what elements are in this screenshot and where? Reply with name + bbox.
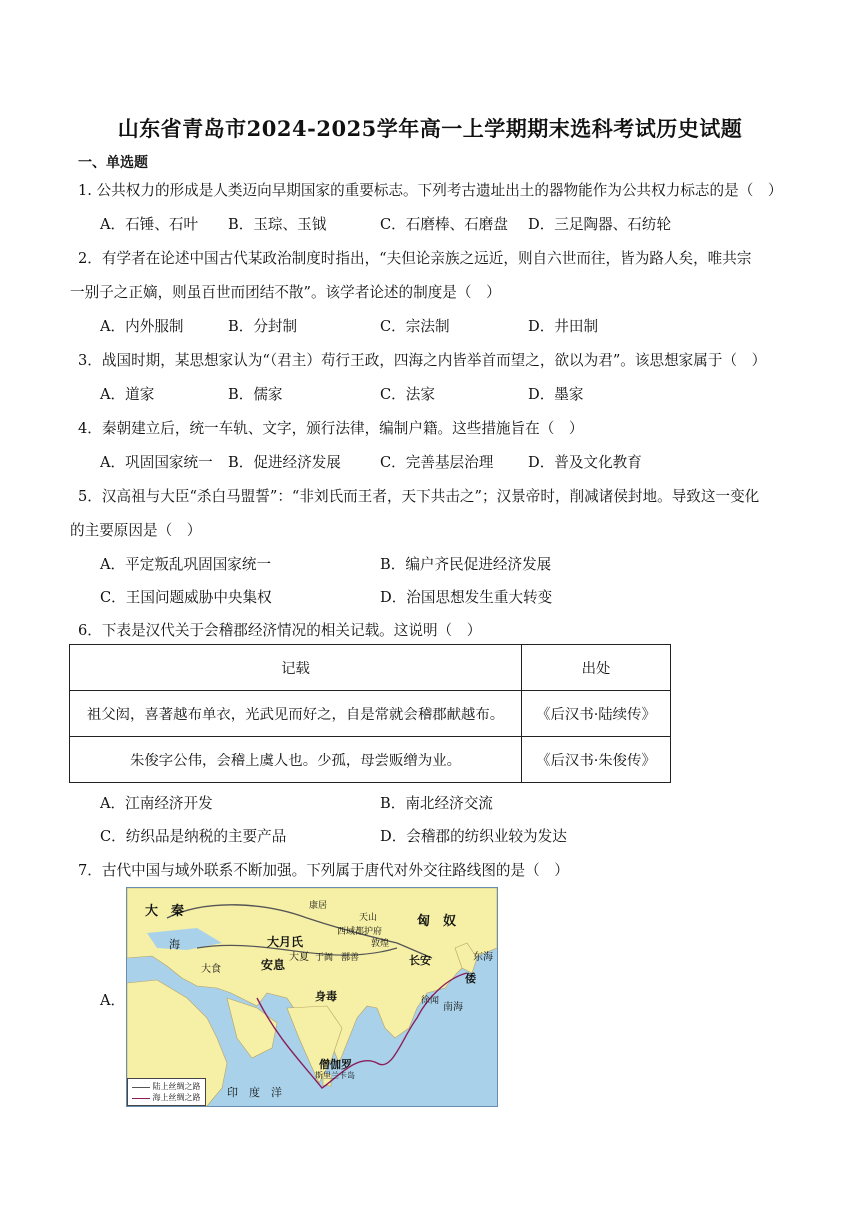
map-label-shendu: 身毒 xyxy=(315,990,337,1003)
q4-option-b: B．促进经济发展 xyxy=(228,454,341,471)
question-7-stem: 7．古代中国与域外联系不断加强。下列属于唐代对外交往路线图的是（ ） xyxy=(78,862,569,879)
question-5-stem: 5．汉高祖与大臣“杀白马盟誓”：“非刘氏而王者，天下共击之”；汉景帝时，削减诸侯封地。导致这一变化 xyxy=(78,488,760,505)
question-6-stem: 6．下表是汉代关于会稽郡经济情况的相关记载。这说明（ ） xyxy=(78,622,482,639)
q4-option-a: A．巩固国家统一 xyxy=(100,454,213,471)
q3-option-c: C．法家 xyxy=(380,386,435,403)
map-label-dashi: 大食 xyxy=(201,964,221,975)
q1-option-a: A．石锤、石叶 xyxy=(100,216,199,233)
map-legend xyxy=(127,1078,206,1106)
q5-option-d: D．治国思想发生重大转变 xyxy=(380,589,553,606)
question-2-stem: 2．有学者在论述中国古代某政治制度时指出，“夫但论亲族之远近，则自六世而往，皆为路人矣，唯共宗 xyxy=(78,250,752,267)
map-label-yutian: 于阗 xyxy=(315,953,334,963)
table-row xyxy=(70,691,671,737)
map-label-daqin: 大 秦 xyxy=(145,904,185,919)
q2-option-c: C．宗法制 xyxy=(380,318,450,335)
q5-option-a: A．平定叛乱巩固国家统一 xyxy=(100,556,272,573)
map-label-wo: 倭 xyxy=(465,972,476,985)
table-cell-record: 朱俊字公伟，会稽上虞人也。少孤，母尝贩缯为业。 xyxy=(70,737,522,783)
map-label-xiyu: 西域都护府 xyxy=(337,927,383,937)
q4-option-d: D．普及文化教育 xyxy=(528,454,642,471)
q2-option-a: A．内外服制 xyxy=(100,318,184,335)
q3-option-a: A．道家 xyxy=(100,386,155,403)
map-label-sengjialuo: 僧伽罗 xyxy=(319,1058,352,1071)
legend-item-land: 陆上丝绸之路 xyxy=(132,1081,201,1092)
map-label-dunhuang: 敦煌 xyxy=(371,939,390,949)
q5-option-c: C．王国问题威胁中央集权 xyxy=(100,589,272,606)
map-label-xuwen: 徐闻 xyxy=(421,996,440,1006)
section-heading: 一、单选题 xyxy=(78,155,148,171)
map-label-changan: 长安 xyxy=(409,954,431,967)
map-label-indian-ocean: 印 度 洋 xyxy=(227,1086,282,1099)
map-label-sri: 斯里兰卡岛 xyxy=(315,1071,355,1080)
map-label-tianshan: 天山 xyxy=(359,913,378,923)
table-cell-record: 祖父闳，喜著越布单衣，光武见而好之，自是常就会稽郡献越布。 xyxy=(70,691,522,737)
q7-option-a-label: A． xyxy=(100,992,126,1009)
map-label-nanhai: 南海 xyxy=(443,1002,463,1013)
question-1-stem: 1. 公共权力的形成是人类迈向早期国家的重要标志。下列考古遗址出土的器物能作为公共权力标志的是（ ） xyxy=(78,182,783,199)
question-4-stem: 4．秦朝建立后，统一车轨、文字，颁行法律，编制户籍。这些措施旨在（ ） xyxy=(78,420,584,437)
table-header-record: 记载 xyxy=(70,645,522,691)
question-5-stem-cont: 的主要原因是（ ） xyxy=(70,522,202,539)
map-label-dayuezhi: 大月氏 xyxy=(267,935,304,949)
q3-option-b: B．儒家 xyxy=(228,386,283,403)
q6-option-d: D．会稽郡的纺织业较为发达 xyxy=(380,828,567,845)
table-cell-source: 《后汉书·陆续传》 xyxy=(522,691,671,737)
map-label-donghai: 东海 xyxy=(473,952,493,963)
map-label-sea: 海 xyxy=(169,938,180,951)
q6-option-b: B．南北经济交流 xyxy=(380,795,493,812)
q6-option-a: A．江南经济开发 xyxy=(100,795,213,812)
q3-option-d: D．墨家 xyxy=(528,386,584,403)
q2-option-d: D．井田制 xyxy=(528,318,599,335)
table-cell-source: 《后汉书·朱俊传》 xyxy=(522,737,671,783)
table-header-source: 出处 xyxy=(522,645,671,691)
map-label-xiongnu: 匈 奴 xyxy=(417,914,457,929)
q5-option-b: B．编户齐民促进经济发展 xyxy=(380,556,552,573)
map-land-arabia xyxy=(227,998,277,1058)
q1-option-b: B．玉琮、玉钺 xyxy=(228,216,327,233)
page-title: 山东省青岛市2024-2025学年高一上学期期末选科考试历史试题 xyxy=(117,116,743,141)
table-header-row xyxy=(70,645,671,691)
question-2-stem-cont: 一别子之正嫡，则虽百世而团结不散”。该学者论述的制度是（ ） xyxy=(70,284,501,301)
q2-option-b: B．分封制 xyxy=(228,318,298,335)
silk-road-map xyxy=(126,887,498,1107)
map-label-shanshan: 鄯善 xyxy=(341,953,360,963)
map-label-anxi: 安息 xyxy=(261,958,286,972)
table-row xyxy=(70,737,671,783)
map-label-kangju: 康居 xyxy=(309,901,328,911)
legend-item-sea: 海上丝绸之路 xyxy=(132,1092,201,1103)
q1-option-c: C．石磨棒、石磨盘 xyxy=(380,216,508,233)
map-label-daxia: 大夏 xyxy=(289,952,309,963)
q4-option-c: C．完善基层治理 xyxy=(380,454,494,471)
question-3-stem: 3．战国时期，某思想家认为“（君主）苟行王政，四海之内皆举首而望之，欲以为君”。该思想家属于（ ） xyxy=(78,352,767,369)
records-table xyxy=(69,644,671,783)
q6-option-c: C．纺织品是纳税的主要产品 xyxy=(100,828,287,845)
q1-option-d: D．三足陶器、石纺轮 xyxy=(528,216,672,233)
